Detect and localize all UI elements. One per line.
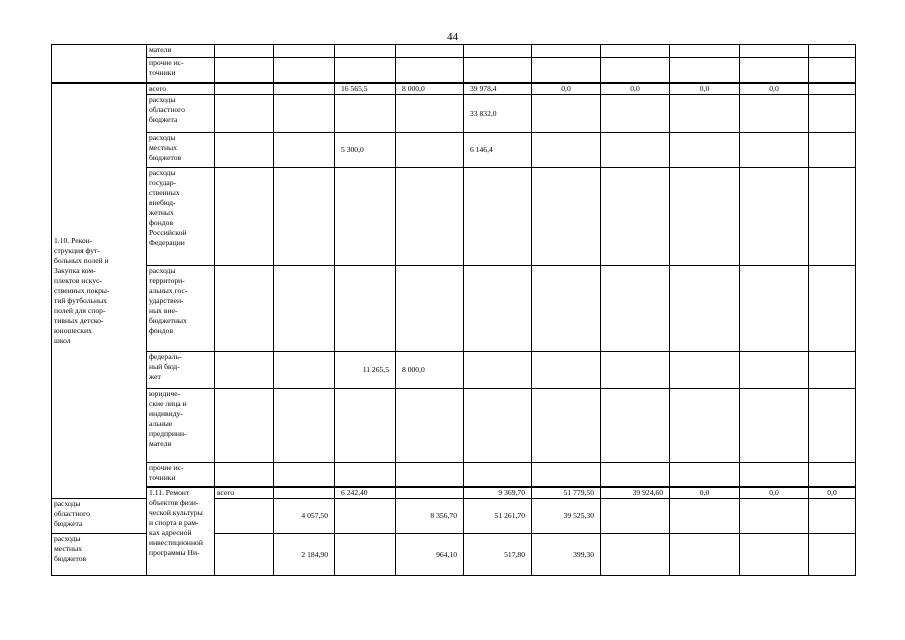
value-cell: 964,10 bbox=[396, 534, 464, 576]
value-cell: 39 924,60 bbox=[601, 487, 670, 499]
source-cell: расходы местных бюджетов bbox=[147, 133, 215, 168]
value-cell: 4 057,50 bbox=[274, 499, 335, 534]
source-cell: расходы областного бюджета bbox=[147, 95, 215, 133]
source-cell: матели bbox=[147, 45, 215, 58]
value-cell: 33 832,0 bbox=[464, 95, 532, 133]
value-cell: 6 146,4 bbox=[464, 133, 532, 168]
source-cell: всего bbox=[215, 487, 274, 499]
value-cell: 8 000,0 bbox=[396, 83, 464, 95]
table-row bbox=[52, 133, 856, 168]
value-cell: 16 565,5 bbox=[335, 83, 396, 95]
financing-table bbox=[51, 44, 856, 576]
value-cell: 39 978,4 bbox=[464, 83, 532, 95]
source-cell: расходы местных бюджетов bbox=[52, 534, 147, 576]
value-cell: 6 242,40 bbox=[335, 487, 396, 499]
task-name-cell: 1.11. Ремонт объектов физи- ческой культуры и спорта в рам- ках адресной инвестиционной программы Ни- bbox=[147, 487, 215, 576]
table-row bbox=[52, 266, 856, 352]
table-row bbox=[52, 389, 856, 463]
value-cell: 51 261,70 bbox=[464, 499, 532, 534]
source-cell: прочие ис- точники bbox=[147, 58, 215, 83]
value-cell: 8 000,0 bbox=[396, 352, 464, 389]
task-name-cell bbox=[52, 45, 147, 83]
source-cell: расходы территори- альных гос- ударствен- ных вне- бюджетных фондов bbox=[147, 266, 215, 352]
value-cell: 0,0 bbox=[670, 487, 740, 499]
table-row bbox=[52, 463, 856, 487]
table-row bbox=[52, 487, 856, 499]
value-cell: 39 525,30 bbox=[532, 499, 601, 534]
source-cell: юридиче- ские лица и индивиду- альные предприни- матели bbox=[147, 389, 215, 463]
table-row bbox=[52, 45, 856, 58]
value-cell: 399,30 bbox=[532, 534, 601, 576]
value-cell: 9 369,70 bbox=[464, 487, 532, 499]
source-cell: всего bbox=[147, 83, 215, 95]
value-cell: 51 779,50 bbox=[532, 487, 601, 499]
value-cell: 11 265,5 bbox=[335, 352, 396, 389]
value-cell: 517,80 bbox=[464, 534, 532, 576]
table-row bbox=[52, 352, 856, 389]
source-cell: прочие ис- точники bbox=[147, 463, 215, 487]
table-row bbox=[52, 83, 856, 95]
source-cell: федераль- ный бюд- жет bbox=[147, 352, 215, 389]
table-row bbox=[52, 58, 856, 83]
value-cell: 0,0 bbox=[601, 83, 670, 95]
source-cell: расходы государ- ственных внебюд- жетных фондов Российской Федерации bbox=[147, 168, 215, 266]
page-number: 44 bbox=[447, 31, 458, 43]
task-name-cell: 1.10. Рекон- струкция фут- больных полей и Закупка ком- плектов искус- ственных покры- тий футбольных полей для спор- тивных детско- юношеских школ bbox=[52, 83, 147, 499]
table-row bbox=[52, 168, 856, 266]
value-cell: 0,0 bbox=[809, 487, 856, 499]
source-cell: расходы областного бюджета bbox=[52, 499, 147, 534]
value-cell: 0,0 bbox=[740, 487, 809, 499]
value-cell: 8 356,70 bbox=[396, 499, 464, 534]
table-row bbox=[52, 95, 856, 133]
value-cell: 0,0 bbox=[670, 83, 740, 95]
value-cell: 0,0 bbox=[532, 83, 601, 95]
value-cell: 0,0 bbox=[740, 83, 809, 95]
value-cell: 5 300,0 bbox=[335, 133, 396, 168]
value-cell: 2 184,90 bbox=[274, 534, 335, 576]
